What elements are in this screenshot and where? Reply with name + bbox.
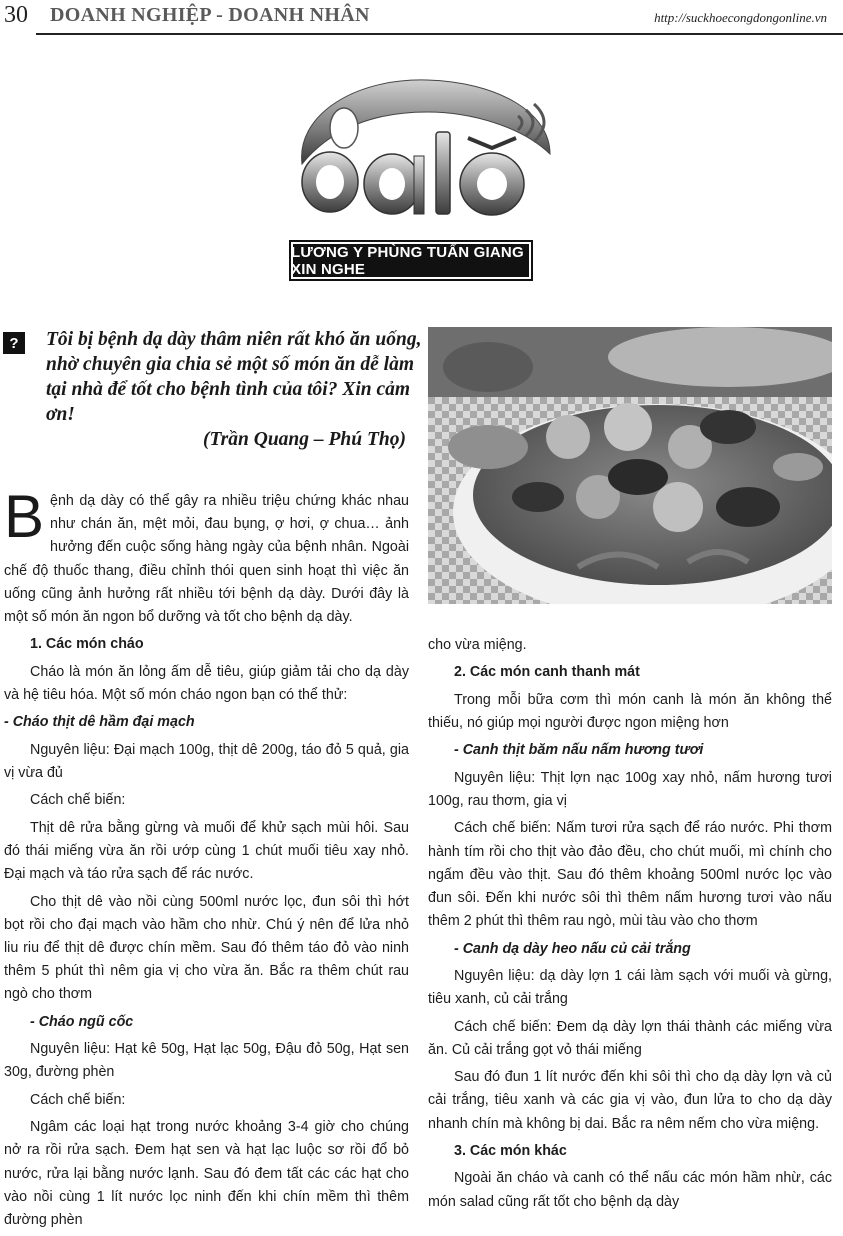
paragraph: Nguyên liệu: Thịt lợn nạc 100g xay nhỏ, nấm hương tươi 100g, rau thơm, gia vị bbox=[428, 769, 832, 809]
paragraph: Nguyên liệu: Hạt kê 50g, Hạt lạc 50g, Đậu đỏ 50g, Hạt sen 30g, đường phèn bbox=[4, 1041, 409, 1081]
paragraph: Ngoài ăn cháo và canh có thể nấu các món hầm nhừ, các món salad cũng rất tốt cho bệnh dạ dày bbox=[428, 1170, 832, 1210]
subheading-chao-ngu-coc: - Cháo ngũ cốc bbox=[30, 1013, 134, 1030]
banner-text: LƯƠNG Y PHÙNG TUẤN GIANG XIN NGHE bbox=[291, 243, 524, 278]
intro-paragraph: Bệnh dạ dày có thể gây ra nhiều triệu chứng khác nhau như chán ăn, mệt mỏi, đau bụng, ợ hơi, ợ chua… ảnh hưởng đến cuộc sống hàng ngày của bệnh nhân. Ngoài chế độ thuốc thang, điều chỉnh thói quen sinh hoạt thì việc ăn uống cũng ảnh hưởng rất nhiều tới bệnh dạ dày. Dưới đây là một số món ăn ngon bổ dưỡng và tốt cho bệnh dạ dày. bbox=[4, 483, 409, 626]
paragraph: Cách chế biến: bbox=[30, 1091, 126, 1108]
alo-logo bbox=[292, 72, 562, 234]
subheading-canh-da-day: - Canh dạ dày heo nấu củ cải trắng bbox=[454, 940, 691, 957]
header-divider bbox=[36, 33, 843, 35]
page-number: 30 bbox=[4, 2, 28, 28]
logo-text: alô bbox=[292, 72, 294, 73]
reader-question: Tôi bị bệnh dạ dày thâm niên rất khó ăn uống, nhờ chuyên gia chia sẻ một số món ăn dễ làm tại nhà để tốt cho bệnh tình của tôi? Xin cảm ơn! bbox=[46, 329, 422, 425]
soup-photo bbox=[428, 327, 832, 604]
subheading-canh-thit-bam: - Canh thịt băm nấu nấm hương tươi bbox=[454, 742, 704, 759]
paragraph: Thịt dê rửa bằng gừng và muối để khử sạch mùi hôi. Sau đó thái miếng vừa ăn rồi ướp cùng 1 chút muối tiêu xay nhỏ. Đại mạch và táo rửa sạch để rác nước. bbox=[4, 819, 409, 883]
subheading-chao-thit-de: - Cháo thịt dê hầm đại mạch bbox=[4, 714, 195, 731]
paragraph: Cách chế biến: Đem dạ dày lợn thái thành các miếng vừa ăn. Củ cải trắng gọt vỏ thái miếng bbox=[428, 1018, 832, 1058]
heading-chao: 1. Các món cháo bbox=[30, 636, 144, 653]
heading-canh: 2. Các món canh thanh mát bbox=[454, 664, 640, 681]
paragraph-continued: cho vừa miệng. bbox=[428, 637, 527, 653]
article-left-column bbox=[4, 483, 409, 1236]
paragraph: Cách chế biến: bbox=[30, 792, 126, 809]
section-title: DOANH NGHIỆP - DOANH NHÂN bbox=[50, 4, 370, 26]
page-header bbox=[0, 0, 843, 34]
paragraph: Cháo là món ăn lỏng ấm dễ tiêu, giúp giảm tải cho dạ dày và hệ tiêu hóa. Một số món cháo ngon bạn có thể thử: bbox=[4, 663, 409, 703]
site-url: http://suckhoecongdongonline.vn bbox=[654, 10, 827, 25]
paragraph: Trong mỗi bữa cơm thì món canh là món ăn không thể thiếu, nó giúp mọi người được ngon miệng hơn bbox=[428, 691, 832, 731]
paragraph: Cho thịt dê vào nồi cùng 500ml nước lọc, đun sôi thì hớt bọt rồi cho đại mạch vào hầm cho nhừ. Chú ý nên để lửa nhỏ liu riu để thịt dê được chín mềm. Sau đó thêm táo đỏ vào ninh thêm 5 phút thì nêm gia vị cho vừa ăn. Bắc ra thêm chút rau ngò cho thơm bbox=[4, 893, 409, 1003]
question-mark-icon: ? bbox=[3, 332, 25, 354]
column-banner bbox=[289, 240, 533, 281]
question-author: (Trần Quang – Phú Thọ) bbox=[203, 429, 406, 450]
paragraph: Cách chế biến: Nấm tươi rửa sạch để ráo nước. Phi thơm hành tím rồi cho thịt vào đảo đều, cho chút muối, mì chính cho ngấm đều vào thịt. Sau đó thêm khoảng 500ml nước lọc vào đun sôi. Đến khi nước sôi thì thêm nấm hương tươi vào nấu thêm 2 phút thì thêm rau ngò, mùi tàu vào cho thơm bbox=[428, 820, 832, 930]
dropcap: B bbox=[4, 483, 45, 550]
paragraph: Ngâm các loại hạt trong nước khoảng 3-4 giờ cho chúng nở ra rồi rửa sạch. Đem hạt sen và hạt lạc luộc sơ rồi đổ bỏ nước, rửa lại bằng nước lạnh. Sau đó đem tất các các hạt cho vào nồi cùng 1 lít nước lọc ninh đến khi chín mềm thì thêm đường phèn bbox=[4, 1119, 409, 1228]
paragraph: Nguyên liệu: Đại mạch 100g, thịt dê 200g, táo đỏ 5 quả, gia vị vừa đủ bbox=[4, 741, 409, 781]
heading-mon-khac: 3. Các món khác bbox=[454, 1142, 567, 1159]
paragraph: Nguyên liệu: dạ dày lợn 1 cái làm sạch với muối và gừng, tiêu xanh, củ cải trắng bbox=[428, 967, 832, 1008]
paragraph: Sau đó đun 1 lít nước đến khi sôi thì cho dạ dày lợn và củ cải trắng, tiêu xanh và các gia vị vào, đun lửa to cho dạ dày nhanh chín mà không bị dai. Bắc ra nêm nếm cho vừa miệng. bbox=[428, 1069, 832, 1132]
article-right-column bbox=[428, 634, 832, 1218]
